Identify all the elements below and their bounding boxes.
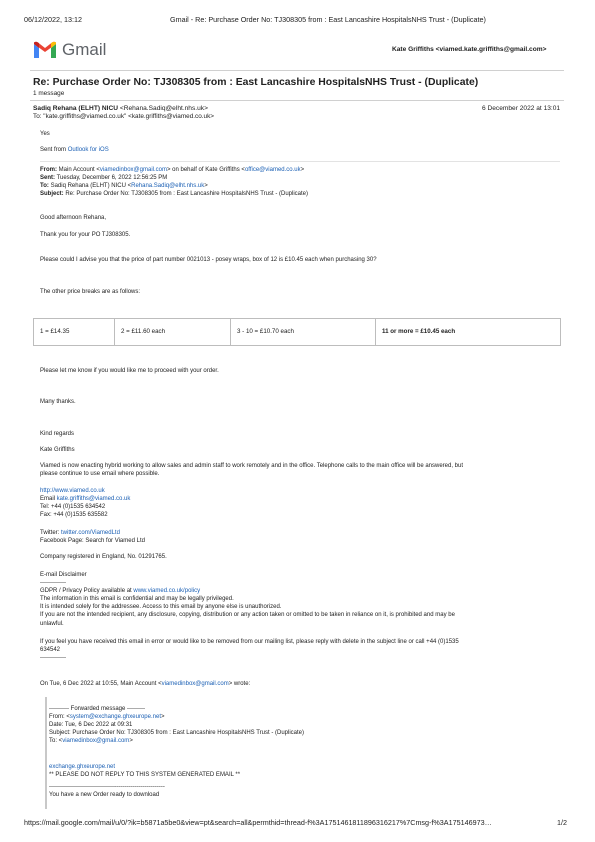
price-break-cell: 11 or more = £10.45 each	[375, 319, 560, 345]
rehana-link[interactable]: Rehana.Sadiq@elht.nhs.uk	[131, 183, 205, 190]
exchange-link[interactable]: exchange.ghxeurope.net	[49, 764, 116, 770]
twitter-link[interactable]: twitter.com/ViamedLtd	[61, 530, 120, 536]
many-thanks: Many thanks.	[40, 399, 76, 405]
hybrid-notice: Viamed is now enacting hybrid working to allow sales and admin staff to work remotely and in the office. Telephone calls to the main office will be answered, but please continue to use email where possible.	[40, 463, 464, 478]
removal-notice: If you feel you have received this email in error or would like to be removed from our mailing list, please reply with delete in the subject line or call +44 (0)1535 634542 -------------	[40, 638, 565, 662]
office-link[interactable]: office@viamed.co.uk	[244, 167, 301, 173]
message-count: 1 message	[33, 90, 65, 97]
viamedinbox-link[interactable]: viamedinbox@gmail.com	[161, 681, 229, 687]
quoted-date: Date: Tue, 6 Dec 2022 at 09:31	[49, 722, 133, 729]
signature-name: Kate Griffiths	[40, 447, 75, 453]
gdpr-line: GDPR / Privacy Policy available at www.viamed.co.uk/policy	[40, 588, 201, 595]
divider	[30, 100, 564, 101]
viamedinbox-link[interactable]: viamedinbox@gmail.com	[99, 167, 167, 173]
proceed-line: Please let me know if you would like me to proceed with your order.	[40, 368, 219, 374]
forward-to: To: Sadiq Rehana (ELHT) NICU <Rehana.Sadiq@elht.nhs.uk>	[40, 183, 208, 190]
page-number: 1/2	[557, 818, 567, 827]
message-date: 6 December 2022 at 13:01	[482, 105, 561, 112]
email-link[interactable]: kate.griffiths@viamed.co.uk	[56, 496, 131, 503]
account-name: Kate Griffiths <viamed.kate.griffiths@gmail.com>	[392, 46, 547, 53]
disclaimer-title: E-mail Disclaimer	[40, 572, 87, 578]
print-datetime: 06/12/2022, 13:12	[24, 15, 82, 24]
forward-from: From: Main Account <viamedinbox@gmail.com> on behalf of Kate Griffiths <office@viamed.co.uk>	[40, 167, 305, 173]
forward-subject: Subject: Re: Purchase Order No: TJ308305 from : East Lancashire HospitalsNHS Trust - (Duplicate)	[40, 191, 308, 198]
price-breaks-intro: The other price breaks are as follows:	[40, 289, 141, 295]
thread-subject: Re: Purchase Order No: TJ308305 from : East Lancashire HospitalsNHS Trust - (Duplicate)	[33, 77, 479, 88]
price-break-cell: 1 = £14.35	[40, 328, 70, 335]
gmail-logo-text: Gmail	[62, 40, 107, 59]
thanks-line: Thank you for your PO TJ308305.	[40, 232, 131, 238]
quote-bar	[45, 697, 47, 809]
price-break-cell: 3 - 10 = £10.70 each	[230, 319, 375, 345]
quoted-subject: Subject: Purchase Order No: TJ308305 from : East Lancashire HospitalsNHS Trust - (Duplicate)	[49, 730, 304, 737]
sent-from	[40, 146, 109, 154]
sender-name: Sadiq Rehana (ELHT) NICU	[33, 105, 118, 112]
divider	[40, 161, 560, 162]
forwarded-message-header: ---------- Forwarded message ---------	[49, 706, 145, 712]
viamedinbox-link[interactable]: viamedinbox@gmail.com	[62, 738, 130, 745]
reply-text: Yes	[40, 131, 50, 137]
social-block	[40, 529, 145, 545]
fax-line: Fax: +44 (0)1535 635582	[40, 512, 108, 519]
disclaimer-dashes: -------------	[40, 580, 66, 587]
quoted-intro: On Tue, 6 Dec 2022 at 10:55, Main Account <viamedinbox@gmail.com> wrote:	[40, 681, 251, 687]
kind-regards: Kind regards	[40, 431, 75, 437]
price-line: Please could I advise you that the price of part number 0021013 - posey wraps, box of 12 is £10.45 each when purchasing 30?	[40, 257, 377, 263]
price-break-cell: 2 = £11.60 each	[114, 319, 230, 345]
print-url: https://mail.google.com/mail/u/0/?ik=b5871a5be0&view=pt&search=all&permthid=thread-f%3A1751461811896316217%7Cmsg-f%3A175146973…	[24, 818, 492, 827]
company-registration: Company registered in England, No. 01291765.	[40, 554, 167, 560]
policy-link[interactable]: www.viamed.co.uk/policy	[133, 588, 201, 595]
system-email-link[interactable]: system@exchange.ghxeurope.net	[69, 714, 161, 721]
contact-block	[40, 487, 130, 519]
website-link[interactable]: http://www.viamed.co.uk	[40, 488, 105, 494]
system-notice	[49, 763, 240, 799]
facebook-line: Facebook Page: Search for Viamed Ltd	[40, 538, 145, 545]
recipient: To: "kate.griffiths@viamed.co.uk" <kate.griffiths@viamed.co.uk>	[33, 113, 215, 120]
end-dashes: -------------	[40, 655, 66, 662]
email-line: Email kate.griffiths@viamed.co.uk	[40, 496, 131, 503]
new-order-line: You have a new Order ready to download	[49, 792, 160, 799]
quoted-to: To: <viamedinbox@gmail.com>	[49, 738, 133, 745]
do-not-reply: ** PLEASE DO NOT REPLY TO THIS SYSTEM GENERATED EMAIL **	[49, 772, 241, 779]
gmail-logo-icon[interactable]	[33, 41, 57, 59]
sender	[33, 105, 208, 112]
price-breaks-table	[33, 318, 561, 346]
disclaimer-block: E-mail Disclaimer ------------- GDPR / Privacy Policy available at www.viamed.co.uk/policy The information in this email is confidential and may be legally privileged. It is intended solely for the addressee. Access to this email by anyone else is unauthorized. If you are not the intended recipient, any disclosure, copying, distribution or any action taken or omitted to be taken in reliance on it, is prohibited and may be unlawful.	[40, 571, 565, 628]
forward-header	[40, 166, 308, 198]
outlook-link[interactable]: Outlook for iOS	[67, 147, 109, 153]
quoted-from: From: <system@exchange.ghxeurope.net>	[49, 714, 165, 721]
divider	[30, 70, 564, 71]
tel-line: Tel: +44 (0)1535 634542	[40, 504, 106, 511]
greeting: Good afternoon Rehana,	[40, 215, 107, 221]
sender-email: <Rehana.Sadiq@elht.nhs.uk>	[119, 105, 208, 112]
sent-from-prefix: Sent from	[40, 147, 68, 153]
rule-line: ----------------------------------------------------------	[49, 784, 165, 791]
twitter-line: Twitter: twitter.com/ViamedLtd	[40, 530, 120, 536]
print-title: Gmail - Re: Purchase Order No: TJ308305 from : East Lancashire HospitalsNHS Trust - (Duplicate)	[170, 15, 486, 24]
forward-sent: Sent: Tuesday, December 6, 2022 12:56:25 PM	[40, 175, 168, 182]
quoted-forward-block	[49, 705, 304, 745]
